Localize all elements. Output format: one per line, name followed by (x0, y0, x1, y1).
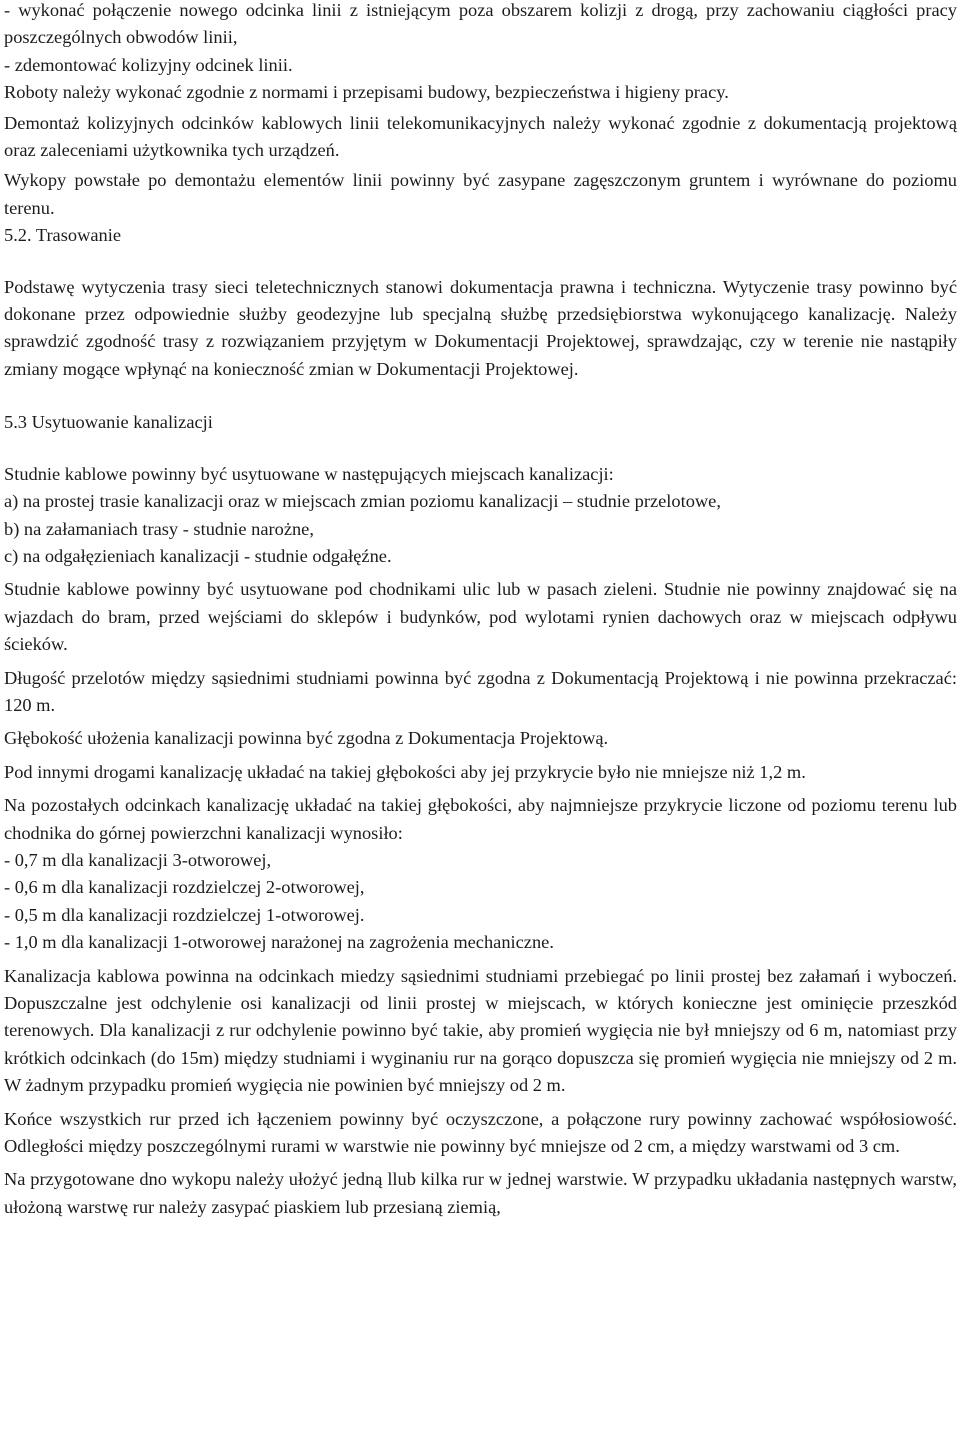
document-page (4, 0, 957, 1221)
paragraph-dno-wykopu: Na przygotowane dno wykopu należy ułożyć jedną llub kilka rur w jednej warstwie. W przypadku układania następnych warstw, ułożoną warstwę rur należy zasypać piaskiem lub przesianą ziemią, (4, 1169, 957, 1217)
paragraph-dlugosc-przelotow: Długość przelotów między sąsiednimi studniami powinna być zgodna z Dokumentacją Projektową i nie powinna przekraczać: 120 m. (4, 667, 957, 715)
paragraph-konce-rur: Końce wszystkich rur przed ich łączeniem powinny być oczyszczone, a połączone rury powinny zachować współosiowość. Odległości między poszczególnymi rurami w warstwie nie powinny być mniejsze od 2 cm, a między warstwami od 3 cm. (4, 1108, 957, 1157)
paragraph-studnie-usytuowanie: Studnie kablowe powinny być usytuowane pod chodnikami ulic lub w pasach zieleni. Studnie nie powinny znajdować się na wjazdach do bram, przed wejściami do sklepów i budynków, pod wylotami rynien dachowych oraz w miejscach odpływu ścieków. (4, 579, 957, 655)
intro-paragraph-2: Demontaż kolizyjnych odcinków kablowych linii telekomunikacyjnych należy wykonać zgodnie z dokumentacją projektową oraz zaleceniami użytkownika tych urządzeń. (4, 112, 957, 161)
section-5-2-paragraph: Podstawę wytyczenia trasy sieci teletechnicznych stanowi dokumentacja prawna i techniczna. Wytyczenie trasy powinno być dokonane przez odpowiednie służby geodezyjne lub specjalną służbę przedsiębiorstwa wykonującego kanalizację. Należy sprawdzić zgodność trasy z rozwiązaniem przyjętym w Dokumentacji Projektowej, sprawdzając, czy w terenie nie nastąpiły zmiany mogące wpłynąć na konieczność zmian w Dokumentacji Projektowej. (4, 276, 957, 379)
depth-item-2: - 0,6 m dla kanalizacji rozdzielczej 2-otworowej, (4, 877, 365, 898)
paragraph-pod-innymi-drogami: Pod innymi drogami kanalizację układać na takiej głębokości aby jej przykrycie było nie mniejsze niż 1,2 m. (4, 761, 806, 782)
depth-item-1: - 0,7 m dla kanalizacji 3-otworowej, (4, 849, 272, 870)
paragraph-pozostale-odcinki: Na pozostałych odcinkach kanalizację układać na takiej głębokości, aby najmniejsze przykrycie liczone od poziomu terenu lub chodnika do górnej powierzchni kanalizacji wynosiło: (4, 795, 957, 843)
paragraph-glebokosc: Głębokość ułożenia kanalizacji powinna być zgodna z Dokumentacja Projektową. (4, 728, 609, 749)
depth-item-4: - 1,0 m dla kanalizacji 1-otworowej narażonej na zagrożenia mechaniczne. (4, 932, 554, 953)
section-5-3-lead: Studnie kablowe powinny być usytuowane w następujących miejscach kanalizacji: (4, 463, 614, 484)
section-heading-5-3: 5.3 Usytuowanie kanalizacji (4, 412, 213, 433)
list-item-a: a) na prostej trasie kanalizacji oraz w miejscach zmian poziomu kanalizacji – studnie przelotowe, (4, 491, 721, 512)
paragraph-kanalizacja-kablowa: Kanalizacja kablowa powinna na odcinkach miedzy sąsiednimi studniami przebiegać po linii prostej bez załamań i wyboczeń. Dopuszczalne jest odchylenie osi kanalizacji od linii prostej w miejscach, w których konieczne jest ominięcie przeszkód terenowych. Dla kanalizacji z rur odchylenie powinno być takie, aby promień wygięcia nie był mniejszy od 6 m, natomiast przy krótkich odcinkach (do 15m) między studniami i wyginaniu rur na gorąco dopuszcza się promień wygięcia nie mniejszy od 2 m. W żadnym przypadku promień wygięcia nie powinien być mniejszy od 2 m. (4, 965, 957, 1096)
section-heading-5-2: 5.2. Trasowanie (4, 225, 121, 246)
intro-bullet-1: - wykonać połączenie nowego odcinka linii z istniejącym poza obszarem kolizji z drogą, przy zachowaniu ciągłości pracy poszczególnych obwodów linii, (4, 0, 957, 48)
intro-bullet-2: - zdemontować kolizyjny odcinek linii. (4, 54, 293, 75)
list-item-b: b) na załamaniach trasy - studnie narożne, (4, 518, 314, 539)
depth-item-3: - 0,5 m dla kanalizacji rozdzielczej 1-otworowej. (4, 904, 365, 925)
intro-paragraph-1: Roboty należy wykonać zgodnie z normami i przepisami budowy, bezpieczeństwa i higieny pracy. (4, 82, 729, 103)
intro-paragraph-3: Wykopy powstałe po demontażu elementów linii powinny być zasypane zagęszczonym gruntem i wyrównane do poziomu terenu. (4, 170, 957, 218)
list-item-c: c) na odgałęzieniach kanalizacji - studnie odgałęźne. (4, 545, 392, 566)
